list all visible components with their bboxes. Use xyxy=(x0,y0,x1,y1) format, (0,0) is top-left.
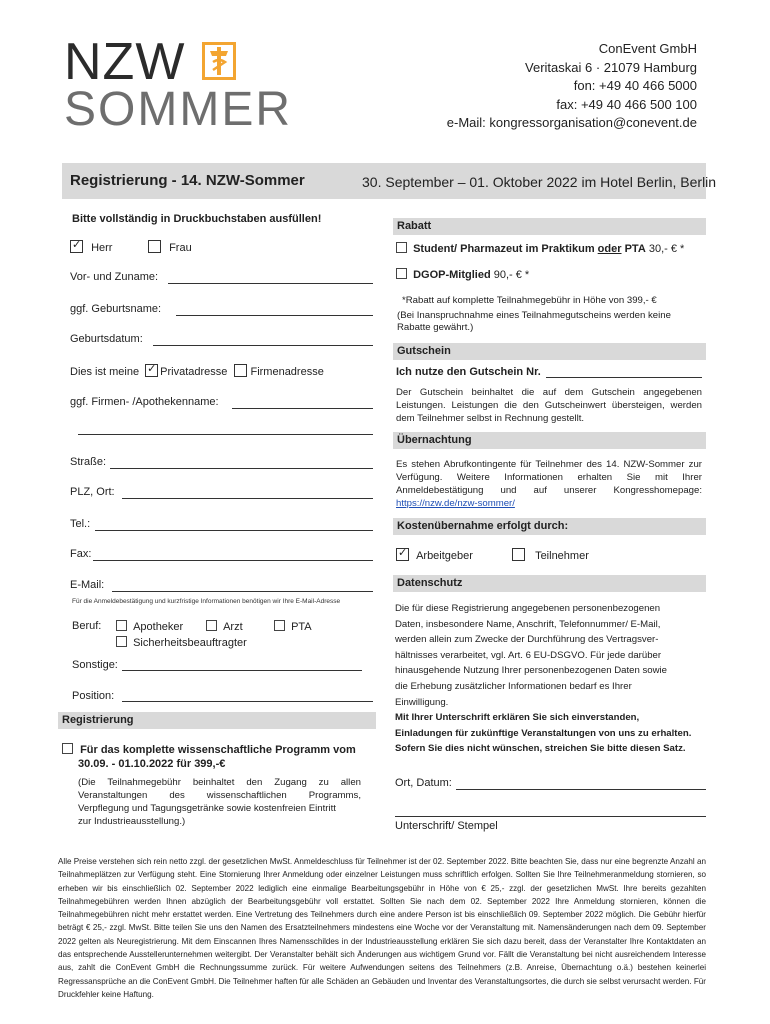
fax-field[interactable] xyxy=(93,560,373,561)
company-address-label: Firmenadresse xyxy=(250,366,324,378)
teilnehmer-label: Teilnehmer xyxy=(535,550,589,562)
birthdate-field[interactable] xyxy=(153,345,373,346)
private-address-label: Privatadresse xyxy=(160,366,228,378)
birthname-field[interactable] xyxy=(176,315,373,316)
tel-field[interactable] xyxy=(95,530,373,531)
plz-label: PLZ, Ort: xyxy=(70,486,115,498)
frau-label: Frau xyxy=(169,242,192,254)
arzt-label: Arzt xyxy=(223,621,243,633)
pta-discount-label: PTA xyxy=(624,243,646,255)
rabatt-note-3: Rabatte gewährt.) xyxy=(397,322,474,333)
sicherheit-checkbox[interactable] xyxy=(116,636,127,647)
plz-field[interactable] xyxy=(122,498,373,499)
arbeitgeber-label: Arbeitgeber xyxy=(416,550,473,562)
teilnehmer-checkbox[interactable] xyxy=(512,548,525,561)
sicherheit-label: Sicherheitsbeauftragter xyxy=(133,637,247,649)
ort-datum-label: Ort, Datum: xyxy=(395,777,452,789)
datenschutz-text: Die für diese Registrierung angegebenen personenbezogenen Daten, insbesondere Name, Anschrift, Telefonnummer/ E-Mail, werden allein zum Zwecke der Durchführung des Vertragsver- hältnisses verarbeitet, vgl. Art. 6 EU-DSGVO. Für jede darüber hinausgehende Nutzung Ihrer personenbezogenen Daten sowie die Erhebung zusätzlicher Informationen bedarf es Ihrer Einwilligung. Mit Ihrer Unterschrift erklären Sie sich einverstanden, Einladungen für zukünftige Veranstaltungen von uns zu erhalten. Sofern Sie dies nicht wünschen, streichen Sie bitte diesen Satz. xyxy=(395,603,692,755)
arbeitgeber-checkbox[interactable] xyxy=(396,548,409,561)
logo-sommer: SOMMER xyxy=(64,83,292,136)
firm-field-line2[interactable] xyxy=(78,434,373,435)
email-label: E-Mail: xyxy=(70,579,105,591)
uebernachtung-text: Es stehen Abrufkontingente für Teilnehmer des 14. NZW-Sommer zur Verfügung. Weitere Informationen erhalten Sie mit Ihrer Anmeldebestätigung und auf unserer Kongresshomepage: https://nzw.de/nzw-sommer/ xyxy=(396,459,702,509)
oder-label: oder xyxy=(597,243,622,255)
full-program-checkbox[interactable] xyxy=(62,743,73,754)
arzt-checkbox[interactable] xyxy=(206,620,217,631)
company-fax: fax: +49 40 466 500 100 xyxy=(556,96,697,112)
private-address-checkbox[interactable] xyxy=(145,364,158,377)
company-email: e-Mail: kongressorganisation@conevent.de xyxy=(446,115,697,130)
frau-checkbox[interactable] xyxy=(148,240,161,253)
student-label: Student/ Pharmazeut im Praktikum xyxy=(413,243,595,255)
firm-field[interactable] xyxy=(232,408,373,409)
apotheker-label: Apotheker xyxy=(133,621,184,633)
company-name: ConEvent GmbH xyxy=(598,41,697,56)
pharmacy-logo-icon xyxy=(202,42,236,80)
sonstige-label: Sonstige: xyxy=(72,659,118,671)
signature-label: Unterschrift/ Stempel xyxy=(395,820,498,832)
gutschein-field[interactable] xyxy=(546,377,702,378)
logo-nzw: NZW xyxy=(64,33,186,91)
herr-label: Herr xyxy=(91,242,113,254)
firm-label: ggf. Firmen- /Apothekenname: xyxy=(70,396,219,408)
dgop-label: DGOP-Mitglied xyxy=(413,269,491,281)
street-label: Straße: xyxy=(70,456,107,468)
herr-checkbox[interactable] xyxy=(70,240,83,253)
page-title: Registrierung - 14. NZW-Sommer xyxy=(70,172,305,189)
address-prefix: Dies ist meine xyxy=(70,366,140,378)
kongress-homepage-link[interactable]: https://nzw.de/nzw-sommer/ xyxy=(396,498,515,509)
terms-footer: Alle Preise verstehen sich rein netto zzgl. der gesetzlichen MwSt. Anmeldeschluss für Teilnehmer ist der 02. September 2022. Bitte beachten Sie, dass nur eine begrenzte Anzahl an Teilnahmeplätzen zur Verfügung steht. Eine Stornierung Ihrer Anmeldung oder einzelner Leistungen muss schriftlich erfolgen. Sollten Sie Ihre Teilnehmeranmeldung stornieren, so erheben wir bis einschließlich 02. September 2022 lediglich eine einmalige Bearbeitungsgebühr in Höhe von € 25,- zzgl. der gesetzlichen MwSt. Ihre bereits gezahlten Teilnahmegebühren werden Ihnen abzüglich der Bearbeitungsgebühr voll erstattet. Sollten Sie nach dem 02. September 2022 Ihre Anmeldung stornieren, können die Teilnahmegebühren nicht mehr erstattet werden. Eine Vertretung des Teilnehmers durch eine andere Person ist bis einschließlich 09. September 2022 möglich. Die Gebühr hierfür beträgt € 25,- zzgl. MwSt. Bitte teilen Sie uns den Namen des Ersatzteilnehmers mindestens eine Woche vor der Veranstaltung mit. Namensänderungen nach dem 09. September 2022 gelten als Neuregistrierung. Mit dem Einscannen Ihres Namensschildes in der Industrieausstellung erklären Sie sich dazu bereit, dass der Veranstalter Ihre Kontaktdaten an das entsprechende Ausstellerunternehmen weitergibt. Der Veranstalter behält sich Änderungen aus wichtigem Grund vor. Fällt die Veranstaltung bei nicht ausreichendem Interesse aus, zahlt die ConEvent GmbH die Rechnungssumme zurück. Für weitere Aufwendungen seitens des Teilnehmers (z.B. Anreise, Übernachtung o.ä.) bestehen keinerlei Regressansprüche an die ConEvent GmbH. Die Teilnehmer haften für alle Schäden an Gebäuden und Inventar des Veranstaltungsortes, die durch sie selbst verursacht werden. Für Druckfehler keine Haftung. xyxy=(58,857,706,999)
rabatt-note: *Rabatt auf komplette Teilnahmegebühr in Höhe von 399,- € xyxy=(402,295,657,306)
ort-datum-field[interactable] xyxy=(456,789,706,790)
street-field[interactable] xyxy=(110,468,373,469)
dgop-price: 90,- € * xyxy=(493,269,530,281)
registration-note: (Die Teilnahmegebühr beinhaltet den Zugang zu allen Veranstaltungen des wissenschaftlichen Programms, Verpflegung und Tagungsgetränke sowie kostenfreien Eintritt zur Industrieausstellung.) xyxy=(78,777,361,827)
company-address xyxy=(447,40,697,133)
full-program-line1: Für das komplette wissenschaftliche Programm vom xyxy=(80,744,356,756)
position-field[interactable] xyxy=(122,701,373,702)
gutschein-text: Der Gutschein beinhaltet die auf dem Gutschein angegebenen Leistungen. Leistungen die den Gutscheinwert übersteigen, werden dem Teilnehmer selbst in Rechnung gestellt. xyxy=(396,387,702,424)
profession-label: Beruf: xyxy=(72,620,102,632)
pta-checkbox[interactable] xyxy=(274,620,285,631)
email-field[interactable] xyxy=(112,591,373,592)
name-field[interactable] xyxy=(168,283,373,284)
email-note: Für die Anmeldebestätigung und kurzfristige Informationen benötigen wir Ihre E-Mail-Adresse xyxy=(72,598,341,605)
event-date: 30. September – 01. Oktober 2022 im Hotel Berlin, Berlin xyxy=(362,174,717,190)
signature-field[interactable] xyxy=(395,816,706,817)
uebernachtung-heading: Übernachtung xyxy=(393,432,706,449)
instruction: Bitte vollständig in Druckbuchstaben ausfüllen! xyxy=(72,213,322,225)
sonstige-field[interactable] xyxy=(122,670,362,671)
rabatt-heading: Rabatt xyxy=(393,218,706,235)
student-checkbox[interactable] xyxy=(396,242,407,253)
fax-label: Fax: xyxy=(70,548,92,560)
student-price: 30,- € * xyxy=(648,243,685,255)
dgop-checkbox[interactable] xyxy=(396,268,407,279)
birthname-label: ggf. Geburtsname: xyxy=(70,303,162,315)
rabatt-note-2: (Bei Inanspruchnahme eines Teilnahmegutscheins werden keine xyxy=(397,310,671,321)
company-street: Veritaskai 6 · 21079 Hamburg xyxy=(525,59,697,75)
apotheker-checkbox[interactable] xyxy=(116,620,127,631)
company-phone: fon: +49 40 466 5000 xyxy=(573,78,697,93)
datenschutz-heading: Datenschutz xyxy=(393,575,706,592)
position-label: Position: xyxy=(72,690,115,702)
registration-heading: Registrierung xyxy=(58,712,376,729)
gutschein-label: Ich nutze den Gutschein Nr. xyxy=(396,366,541,378)
name-label: Vor- und Zuname: xyxy=(70,271,159,283)
company-address-checkbox[interactable] xyxy=(234,364,247,377)
gutschein-heading: Gutschein xyxy=(393,343,706,360)
kosten-heading: Kostenübernahme erfolgt durch: xyxy=(393,518,706,535)
tel-label: Tel.: xyxy=(70,518,91,530)
birthdate-label: Geburtsdatum: xyxy=(70,333,143,345)
full-program-line2: 30.09. - 01.10.2022 für 399,-€ xyxy=(78,758,226,770)
pta-label: PTA xyxy=(291,621,312,633)
